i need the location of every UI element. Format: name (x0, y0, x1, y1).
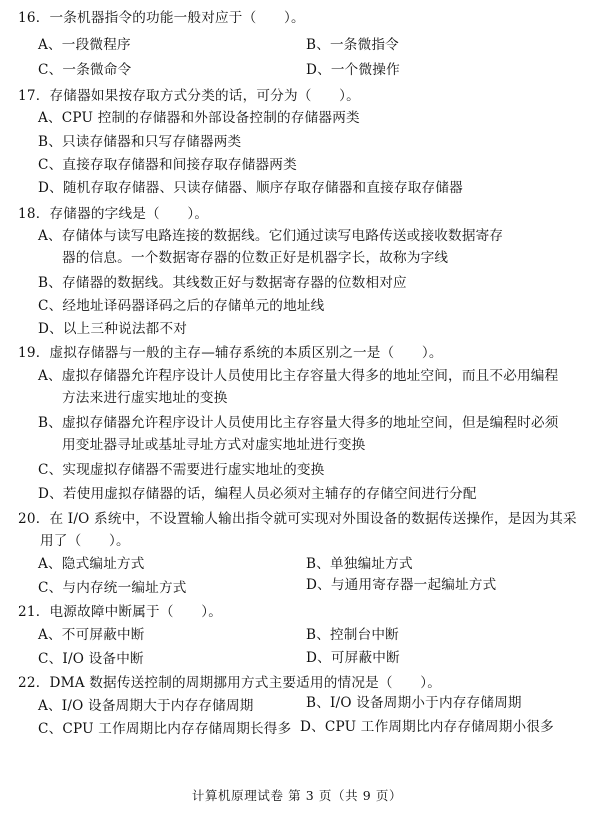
question-22-stem: 22．DMA 数据传送控制的周期挪用方式主要适用的情况是（ ）。 (18, 675, 442, 691)
question-19-option-a-continued: 方法来进行虚实地址的变换 (62, 390, 228, 406)
question-19-option-b-continued: 用变址器寻址或基址寻址方式对虚实地址进行变换 (62, 437, 366, 453)
question-19-option-c: C、实现虚拟存储器不需要进行虚实地址的变换 (38, 462, 325, 478)
question-18-option-d: D、以上三种说法都不对 (38, 321, 188, 337)
question-16-option-b: B、一条微指令 (306, 37, 399, 53)
question-20-option-c: C、与内存统一编址方式 (38, 580, 187, 596)
question-19-option-a: A、虚拟存储器允许程序设计人员使用比主存容量大得多的地址空间，而且不必用编程 (38, 368, 559, 384)
question-16-stem: 16．一条机器指令的功能一般对应于（ ）。 (18, 10, 305, 26)
question-22-option-b: B、I/O 设备周期小于内存存储周期 (306, 695, 522, 711)
question-21-option-a: A、不可屏蔽中断 (38, 627, 145, 643)
question-20-stem-continued: 用了（ ）。 (40, 533, 130, 549)
question-21-option-b: B、控制台中断 (306, 627, 399, 643)
question-16-option-a: A、一段微程序 (38, 37, 131, 53)
question-20-option-a: A、隐式编址方式 (38, 556, 145, 572)
question-21-option-d: D、可屏蔽中断 (306, 650, 400, 666)
question-18-option-b: B、存储器的数据线。其线数正好与数据寄存器的位数相对应 (38, 275, 407, 291)
question-18-stem: 18．存储器的字线是（ ）。 (18, 206, 209, 222)
question-20-option-b: B、单独编址方式 (306, 556, 413, 572)
question-18-option-a: A、存储体与读写电路连接的数据线。它们通过读写电路传送或接收数据寄存 (38, 228, 504, 244)
question-18-option-a-continued: 器的信息。一个数据寄存器的位数正好是机器字长，故称为字线 (62, 250, 449, 266)
question-17-option-d: D、随机存取存储器、只读存储器、顺序存取存储器和直接存取存储器 (38, 180, 463, 196)
question-22-option-a: A、I/O 设备周期大于内存存储周期 (38, 698, 254, 714)
question-19-option-d: D、若使用虚拟存储器的话，编程人员必须对主辅存的存储空间进行分配 (38, 486, 477, 502)
question-17-stem: 17．存储器如果按存取方式分类的话，可分为（ ）。 (18, 88, 360, 104)
question-22-option-c: C、CPU 工作周期比内存存储周期长得多 (38, 721, 292, 737)
question-16-option-c: C、一条微命令 (38, 62, 132, 78)
question-22-option-d: D、CPU 工作周期比内存存储周期小很多 (300, 719, 554, 735)
page-footer: 计算机原理试卷 第 3 页（共 9 页） (191, 788, 403, 803)
question-20-option-d: D、与通用寄存器一起编址方式 (306, 577, 497, 593)
question-17-option-c: C、直接存取存储器和间接存取存储器两类 (38, 157, 297, 173)
question-18-option-c: C、经地址译码器译码之后的存储单元的地址线 (38, 298, 325, 314)
question-21-option-c: C、I/O 设备中断 (38, 651, 144, 667)
question-21-stem: 21．电源故障中断属于（ ）。 (18, 604, 223, 620)
question-20-stem: 20．在 I/O 系统中，不设置输人输出指令就可实现对外围设备的数据传送操作，是因为其采 (18, 511, 577, 527)
question-16-option-d: D、一个微操作 (306, 62, 400, 78)
question-19-stem: 19．虚拟存储器与一般的主存—辅存系统的本质区别之一是（ ）。 (18, 345, 443, 361)
question-17-option-a: A、CPU 控制的存储器和外部设备控制的存储器两类 (38, 110, 360, 126)
question-17-option-b: B、只读存储器和只写存储器两类 (38, 134, 242, 150)
question-19-option-b: B、虚拟存储器允许程序设计人员使用比主存容量大得多的地址空间，但是编程时必须 (38, 415, 559, 431)
